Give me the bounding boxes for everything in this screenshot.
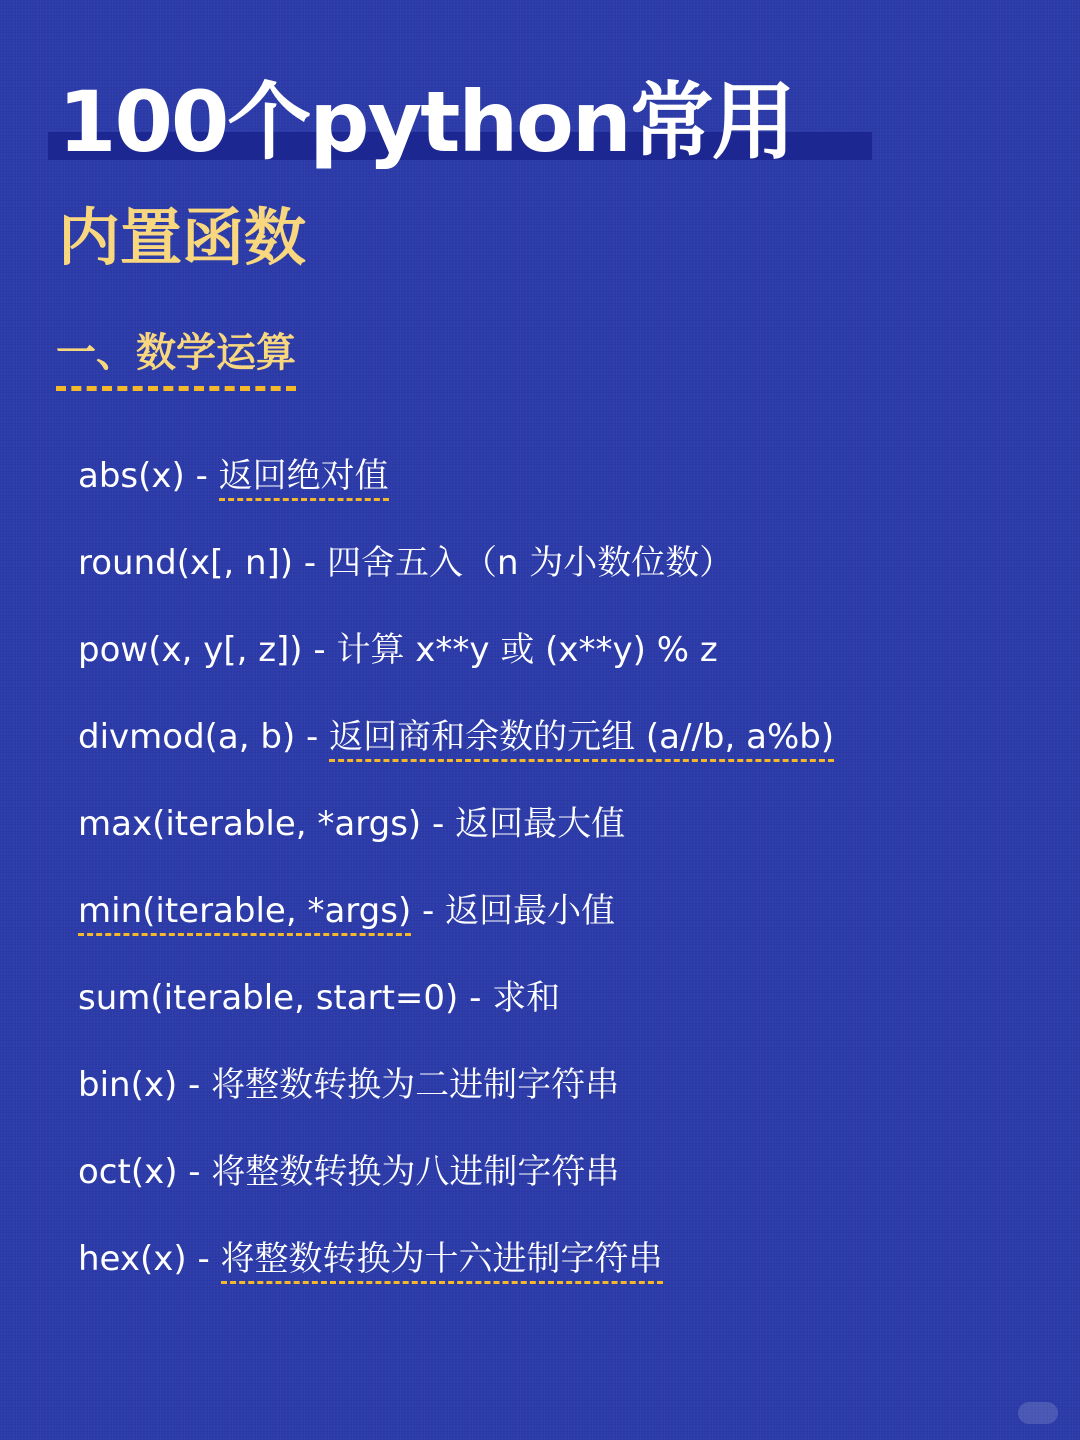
list-item — [78, 446, 1038, 533]
function-signature: sum(iterable, start=0) — [78, 978, 459, 1018]
function-description: 计算 x**y 或 (x**y) % z — [336, 630, 718, 670]
function-description: 返回最小值 — [445, 891, 616, 931]
separator: - — [411, 891, 446, 931]
separator: - — [302, 630, 337, 670]
function-description: 四舍五入（n 为小数位数） — [326, 543, 734, 583]
function-description: 将整数转换为八进制字符串 — [211, 1152, 620, 1192]
list-item — [78, 1142, 1038, 1229]
function-signature: pow(x, y[, z]) — [78, 630, 303, 670]
list-item — [78, 707, 1038, 794]
list-item — [78, 533, 1038, 620]
separator: - — [177, 1065, 212, 1105]
function-signature: abs(x) — [78, 456, 185, 496]
function-description: 求和 — [492, 978, 561, 1018]
list-item — [78, 620, 1038, 707]
function-description: 将整数转换为十六进制字符串 — [221, 1239, 663, 1284]
function-description: 返回商和余数的元组 (a//b, a%b) — [329, 717, 834, 762]
list-item — [78, 1229, 1038, 1316]
watermark-icon — [1018, 1402, 1058, 1424]
separator: - — [295, 717, 330, 757]
separator: - — [184, 456, 219, 496]
separator: - — [458, 978, 493, 1018]
function-description: 返回最大值 — [455, 804, 626, 844]
function-description: 返回绝对值 — [219, 456, 389, 501]
function-signature: max(iterable, *args) — [78, 804, 422, 844]
section-heading: 一、数学运算 — [56, 326, 296, 391]
function-signature: divmod(a, b) — [78, 717, 296, 757]
separator: - — [421, 804, 456, 844]
function-description: 将整数转换为二进制字符串 — [211, 1065, 620, 1105]
title-block — [48, 72, 872, 172]
list-item — [78, 881, 1038, 968]
separator: - — [293, 543, 327, 583]
list-item — [78, 968, 1038, 1055]
function-signature: min(iterable, *args) — [78, 891, 411, 936]
function-list — [78, 446, 1038, 1316]
separator: - — [186, 1239, 221, 1279]
page-subtitle: 内置函数 — [58, 201, 307, 274]
function-signature: oct(x) — [78, 1152, 178, 1192]
function-signature: bin(x) — [78, 1065, 178, 1105]
page-title: 100个python常用 — [58, 73, 794, 171]
list-item — [78, 1055, 1038, 1142]
separator: - — [177, 1152, 212, 1192]
list-item — [78, 794, 1038, 881]
function-signature: hex(x) — [78, 1239, 187, 1279]
function-signature: round(x[, n]) — [78, 543, 294, 583]
